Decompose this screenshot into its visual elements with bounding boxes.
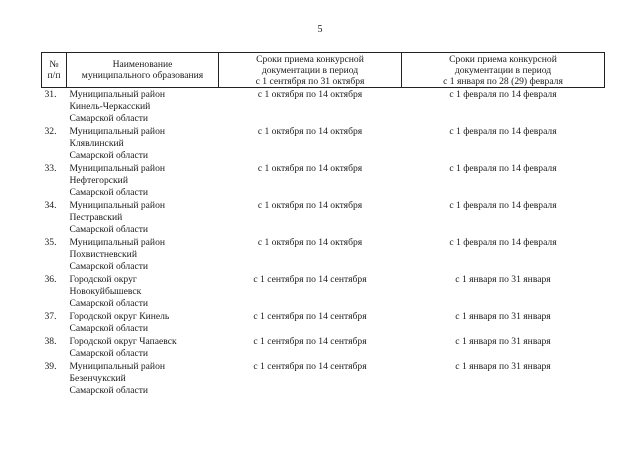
name-line: Самарской области [69,323,149,334]
header-period-1-line: Сроки приема конкурсной [256,53,364,65]
name-line: Клявлинский [69,138,124,149]
name-line: Самарской области [69,298,149,309]
header-num-line: № [49,59,59,70]
name-line: Нефтегорский [69,175,128,186]
name-line: Муниципальный район [69,361,165,372]
name-line: Самарской области [69,261,149,272]
header-period-2-line: документации в период [454,64,552,76]
name-line: Муниципальный район [69,237,165,248]
header-name-line: муниципального образования [81,70,204,81]
table-row [42,360,605,397]
period-2-value: с 1 февраля по 14 февраля [449,89,557,100]
municipality-name [67,199,219,236]
period-1-value: с 1 октября по 14 октября [257,126,363,137]
period-1-value: с 1 октября по 14 октября [257,237,363,248]
period-1-value: с 1 сентября по 14 сентября [253,274,367,285]
table-row [42,236,605,273]
period-1-value: с 1 сентября по 14 сентября [253,361,367,372]
row-number: 39. [44,361,57,372]
name-line: Самарской области [69,224,149,235]
header-num [42,53,67,88]
header-period-2-line: Сроки приема конкурсной [449,53,557,65]
name-line: Муниципальный район [69,89,165,100]
row-number: 33. [44,163,57,174]
period-2-value: с 1 января по 31 января [455,336,551,347]
period-2-value: с 1 февраля по 14 февраля [449,126,557,137]
header-period-2-line: с 1 января по 28 (29) февраля [443,75,563,87]
name-line: Пестравский [69,212,123,223]
period-2-value: с 1 февраля по 14 февраля [449,200,557,211]
municipality-name [67,125,219,162]
name-line: Самарской области [69,113,149,124]
name-line: Самарской области [69,150,149,161]
row-number: 37. [44,311,57,322]
name-line: Похвистневский [69,249,137,260]
deadlines-table [41,52,605,397]
name-line: Городской округ Кинель [69,311,170,322]
municipality-name [67,88,219,126]
municipality-name [67,162,219,199]
row-number: 38. [44,336,57,347]
period-2-value: с 1 февраля по 14 февраля [449,163,557,174]
period-2-value: с 1 января по 31 января [455,361,551,372]
header-period-1 [219,53,402,88]
table-row [42,310,605,335]
name-line: Самарской области [69,348,149,359]
name-line: Кинель-Черкасский [69,101,151,112]
table-row [42,125,605,162]
table-header-row [42,53,605,88]
period-1-value: с 1 октября по 14 октября [257,200,363,211]
header-num-line: п/п [47,70,61,81]
municipality-name [67,310,219,335]
row-number: 34. [44,200,57,211]
row-number: 36. [44,274,57,285]
table-row [42,162,605,199]
period-1-value: с 1 октября по 14 октября [257,89,363,100]
name-line: Новокуйбышевск [69,286,142,297]
header-name [67,53,219,88]
row-number: 31. [44,89,57,100]
name-line: Городской округ Чапаевск [69,336,177,347]
table-row [42,88,605,126]
name-line: Муниципальный район [69,200,165,211]
header-name-line: Наименование [112,59,173,70]
table-row [42,335,605,360]
header-period-1-line: с 1 сентября по 31 октября [255,75,365,87]
municipality-name [67,360,219,397]
page-number: 5 [317,24,323,35]
row-number: 32. [44,126,57,137]
municipality-name [67,236,219,273]
header-period-2 [402,53,605,88]
period-2-value: с 1 февраля по 14 февраля [449,237,557,248]
period-2-value: с 1 января по 31 января [455,311,551,322]
municipality-name [67,335,219,360]
name-line: Городской округ [69,274,137,285]
period-1-value: с 1 сентября по 14 сентября [253,336,367,347]
name-line: Муниципальный район [69,126,165,137]
header-period-1-line: документации в период [261,64,359,76]
name-line: Самарской области [69,187,149,198]
municipality-name [67,273,219,310]
name-line: Безенчукский [69,373,126,384]
table-row [42,199,605,236]
period-1-value: с 1 сентября по 14 сентября [253,311,367,322]
table-row [42,273,605,310]
period-1-value: с 1 октября по 14 октября [257,163,363,174]
row-number: 35. [44,237,57,248]
name-line: Самарской области [69,385,149,396]
name-line: Муниципальный район [69,163,165,174]
period-2-value: с 1 января по 31 января [455,274,551,285]
